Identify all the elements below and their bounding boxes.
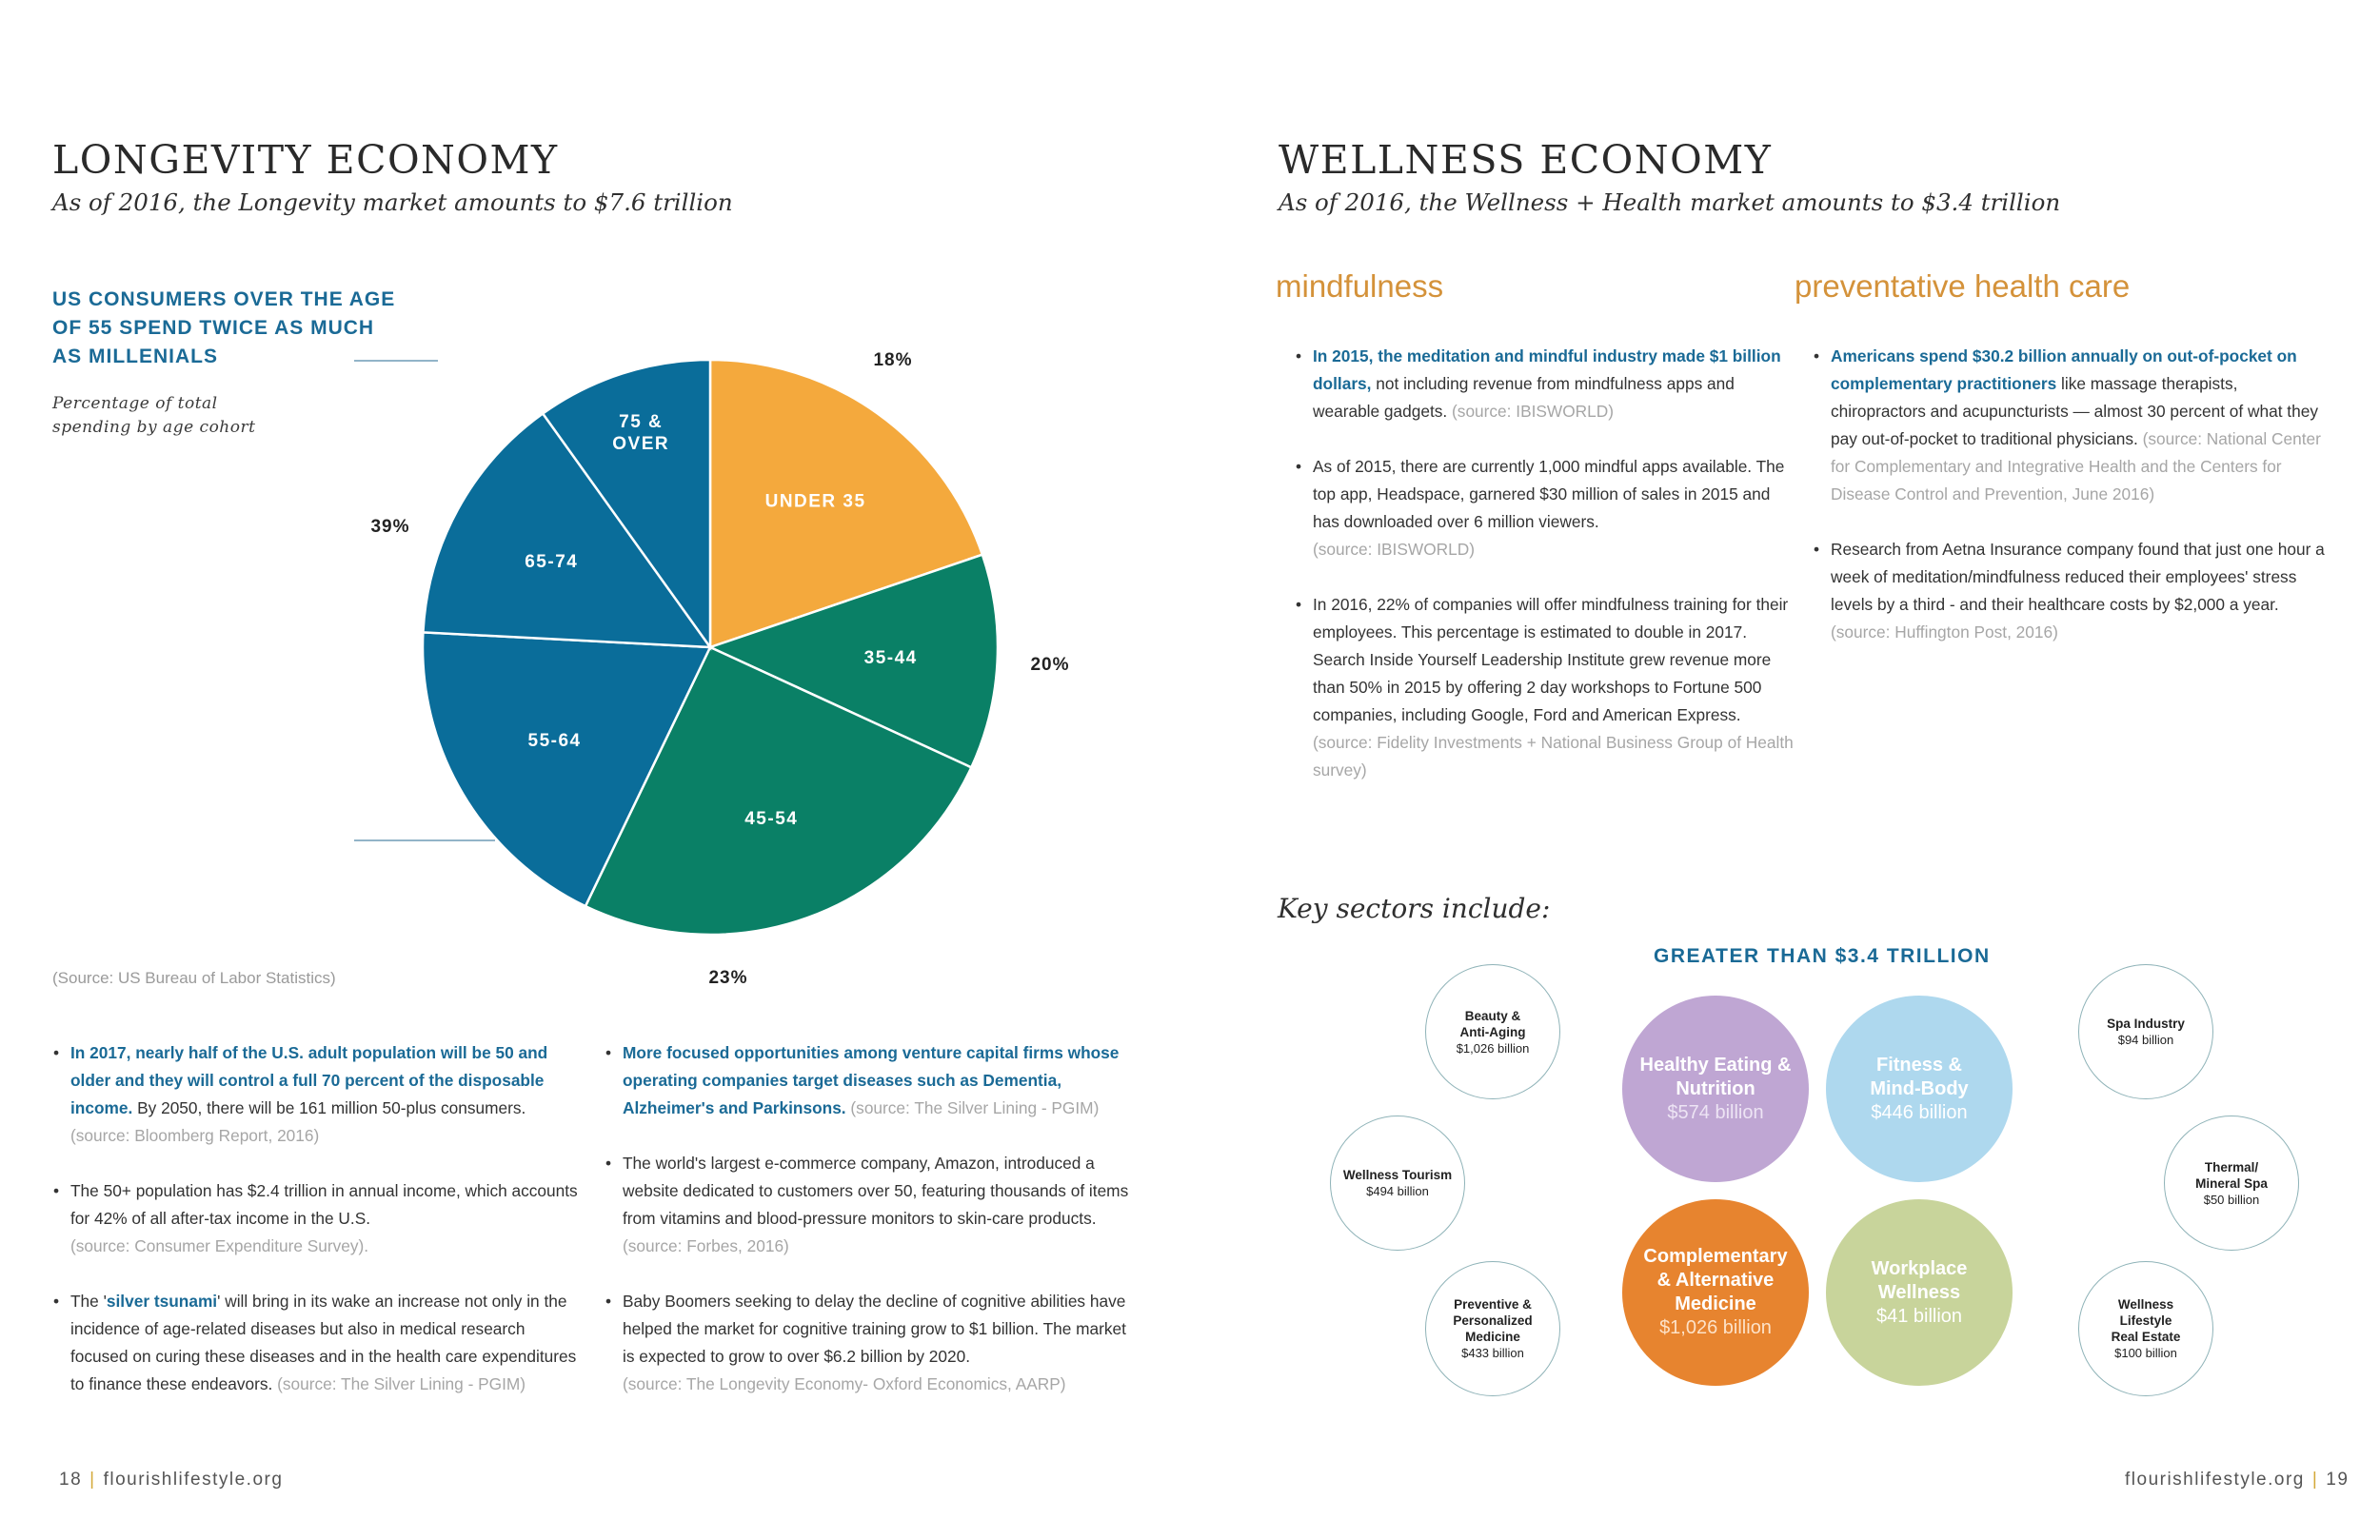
bullet-source: (source: The Silver Lining - PGIM) bbox=[850, 1098, 1100, 1117]
chart-source: (Source: US Bureau of Labor Statistics) bbox=[52, 969, 336, 987]
sector-value: $100 billion bbox=[2114, 1346, 2177, 1360]
sector-circle-beauty bbox=[1425, 964, 1560, 1099]
bullet-highlight: silver tsunami bbox=[106, 1292, 218, 1311]
pie-slice-label: UNDER 35 bbox=[764, 491, 866, 512]
page-number: 18 bbox=[59, 1470, 83, 1490]
left-footer bbox=[59, 1470, 283, 1491]
longevity-bullets-col1 bbox=[53, 1039, 585, 1426]
list-item bbox=[1831, 343, 2326, 508]
bullet-highlight: Americans spend $30.2 billion annually on out-of-pocket on complementary practitioners bbox=[1831, 346, 2297, 393]
sector-circle-workplace-wellness bbox=[1826, 1199, 2013, 1386]
bullet-source: (source: Huffington Post, 2016) bbox=[1831, 622, 2058, 642]
bullet-source: (source: National Center for Complementary and Integrative Health and the Centers for Disease Control and Prevention, June 2016) bbox=[1831, 429, 2321, 503]
sector-value: $494 billion bbox=[1366, 1184, 1429, 1198]
sector-circle-healthy-eating bbox=[1622, 996, 1809, 1182]
bullet-text: By 2050, there will be 161 million 50-plus consumers. bbox=[132, 1098, 526, 1117]
spending-pie-chart bbox=[0, 314, 1238, 999]
longevity-bullets-col2 bbox=[605, 1039, 1137, 1426]
bullet-text: In 2016, 22% of companies will offer mindfulness training for their employees. This percentage is estimated to double in 2017. Search Inside Yourself Leadership Institute grew revenue more than 50% in 2015 by offering 2 day workshops to Fortune 500 companies, including Google, Ford and American Express. bbox=[1313, 595, 1789, 724]
sector-name: Thermal/ Mineral Spa bbox=[2195, 1159, 2268, 1191]
bullet-text: like massage therapists, chiropractors and acupuncturists — almost 30 percent of what they pay out-of-pocket to traditional physicians. bbox=[1831, 374, 2318, 448]
bullet-text: Baby Boomers seeking to delay the decline of cognitive abilities have helped the market for cognitive training grow to $1 billion. The market is expected to grow to over $6.2 billion by 2020. bbox=[623, 1292, 1126, 1366]
bullet-source: (source: Consumer Expenditure Survey). bbox=[70, 1236, 369, 1255]
sector-name: Spa Industry bbox=[2107, 1017, 2185, 1031]
bullet-highlight: In 2015, the meditation and mindful industry made $1 billion dollars, bbox=[1313, 346, 1781, 393]
bullet-source: (source: The Longevity Economy- Oxford Economics, AARP) bbox=[623, 1374, 1066, 1393]
bullet-source: (source: Forbes, 2016) bbox=[623, 1236, 789, 1255]
pie-percent-label: 18% bbox=[873, 350, 913, 370]
sector-circle-thermal-spa bbox=[2164, 1116, 2299, 1251]
list-item bbox=[1313, 453, 1798, 563]
bullet-source: (source: IBISWORLD) bbox=[1313, 540, 1475, 559]
list-item bbox=[1313, 343, 1798, 425]
pie-slice-label: 45-54 bbox=[744, 808, 799, 829]
list-item bbox=[1313, 591, 1798, 784]
footer-divider: | bbox=[89, 1470, 96, 1490]
chart-note-line: Percentage of total bbox=[52, 394, 218, 413]
sector-value: $94 billion bbox=[2117, 1033, 2174, 1047]
list-item bbox=[623, 1039, 1137, 1122]
sector-value: $1,026 billion bbox=[1659, 1317, 1772, 1338]
mindfulness-bullets bbox=[1296, 343, 1798, 812]
sector-value: $433 billion bbox=[1461, 1346, 1524, 1360]
bullet-text: The ' bbox=[70, 1292, 107, 1311]
bullet-text: The world's largest e-commerce company, Amazon, introduced a website dedicated to customers over 50, featuring thousands of items from vitamins and blood-pressure monitors to skin-care products. bbox=[623, 1154, 1129, 1228]
bullet-source: (source: Fidelity Investments + National Business Group of Health survey) bbox=[1313, 733, 1794, 780]
pie-slice-label: OVER bbox=[612, 433, 670, 454]
preventative-heading: preventative health care bbox=[1795, 268, 2131, 304]
sector-name: Fitness & Mind-Body bbox=[1870, 1054, 1969, 1099]
bullet-text: Research from Aetna Insurance company found that just one hour a week of meditation/mindfulness reduced their employees' stress levels by a third - and their healthcare costs by $2,000 a year. bbox=[1831, 540, 2325, 614]
sector-name: Preventive & Personalized Medicine bbox=[1453, 1297, 1533, 1344]
wellness-title: WELLNESS ECONOMY bbox=[1279, 137, 1773, 183]
sector-value: $41 billion bbox=[1875, 1305, 1963, 1327]
bullet-text: The 50+ population has $2.4 trillion in annual income, which accounts for 42% of all after-tax income in the U.S. bbox=[70, 1181, 578, 1228]
footer-site-link[interactable]: flourishlifestyle.org bbox=[103, 1470, 284, 1490]
pie-slice-label: 65-74 bbox=[525, 551, 579, 572]
bullet-source: (source: The Silver Lining - PGIM) bbox=[277, 1374, 526, 1393]
bullet-highlight: In 2017, nearly half of the U.S. adult population will be 50 and older and they will control a full 70 percent of the disposable income. bbox=[70, 1043, 548, 1117]
callout-line: AS MILLENIALS bbox=[52, 346, 218, 367]
bullet-highlight: More focused opportunities among venture capital firms whose operating companies target diseases such as Dementia, Alzheimer's and Parkinsons. bbox=[623, 1043, 1120, 1117]
sector-value: $50 billion bbox=[2203, 1192, 2260, 1207]
sector-value: $574 billion bbox=[1667, 1101, 1764, 1123]
sector-circle-lifestyle-real-estate bbox=[2078, 1261, 2213, 1396]
pie-slice-label: 75 & bbox=[619, 411, 664, 432]
callout-line: OF 55 SPEND TWICE AS MUCH bbox=[52, 317, 375, 339]
bullet-source: (source: IBISWORLD) bbox=[1452, 402, 1615, 421]
bullet-text: ' will bring in its wake an increase not only in the incidence of age-related diseases but also in medical research focused on curing these diseases and in the health care expenditures to finance these endeavors. bbox=[70, 1292, 577, 1393]
pie-slice-label: 35-44 bbox=[863, 647, 918, 668]
sector-circle-spa-industry bbox=[2078, 964, 2213, 1099]
list-item bbox=[70, 1288, 585, 1398]
pie-percent-label: 20% bbox=[1030, 655, 1070, 675]
pie-percent-label: 23% bbox=[708, 968, 748, 988]
mindfulness-heading: mindfulness bbox=[1276, 268, 1444, 304]
bullet-source: (source: Bloomberg Report, 2016) bbox=[70, 1126, 320, 1145]
sector-name: Wellness Lifestyle Real Estate bbox=[2111, 1297, 2181, 1344]
preventative-bullets bbox=[1814, 343, 2326, 674]
total-market-label: GREATER THAN $3.4 TRILLION bbox=[1654, 945, 1991, 967]
list-item bbox=[1831, 536, 2326, 646]
list-item bbox=[623, 1288, 1137, 1398]
list-item bbox=[70, 1039, 585, 1150]
sector-value: $1,026 billion bbox=[1456, 1040, 1530, 1056]
footer-divider: | bbox=[2311, 1470, 2319, 1490]
longevity-title: LONGEVITY ECONOMY bbox=[52, 137, 559, 183]
right-footer bbox=[2125, 1470, 2349, 1491]
sector-name: Wellness Tourism bbox=[1342, 1168, 1453, 1182]
pie-percent-label: 39% bbox=[370, 517, 410, 537]
footer-site-link[interactable]: flourishlifestyle.org bbox=[2125, 1470, 2305, 1490]
sector-name: Healthy Eating & Nutrition bbox=[1639, 1054, 1792, 1099]
list-item bbox=[70, 1177, 585, 1260]
sector-circle-complementary-medicine bbox=[1622, 1199, 1809, 1386]
callout-line: US CONSUMERS OVER THE AGE bbox=[52, 288, 396, 310]
page-number: 19 bbox=[2326, 1470, 2350, 1490]
sector-value: $446 billion bbox=[1871, 1101, 1968, 1123]
bullet-text: not including revenue from mindfulness apps and wearable gadgets. bbox=[1313, 374, 1735, 421]
list-item bbox=[623, 1150, 1137, 1260]
sector-name: Complementary & Alternative Medicine bbox=[1643, 1246, 1788, 1314]
key-sectors-label: Key sectors include: bbox=[1278, 893, 1551, 924]
sector-name: Workplace Wellness bbox=[1871, 1257, 1968, 1303]
longevity-subtitle: As of 2016, the Longevity market amounts to $7.6 trillion bbox=[52, 188, 733, 216]
bullet-text: As of 2015, there are currently 1,000 mindful apps available. The top app, Headspace, garnered $30 million of sales in 2015 and has downloaded over 6 million viewers. bbox=[1313, 457, 1785, 531]
sector-circle-preventive-medicine bbox=[1425, 1261, 1560, 1396]
wellness-subtitle: As of 2016, the Wellness + Health market amounts to $3.4 trillion bbox=[1279, 188, 2061, 216]
chart-note-line: spending by age cohort bbox=[52, 418, 256, 437]
pie-slice-label: 55-64 bbox=[527, 730, 582, 751]
sector-circle-wellness-tourism bbox=[1330, 1116, 1465, 1251]
sector-circle-fitness bbox=[1826, 996, 2013, 1182]
sector-name: Beauty & Anti-Aging bbox=[1459, 1008, 1526, 1039]
